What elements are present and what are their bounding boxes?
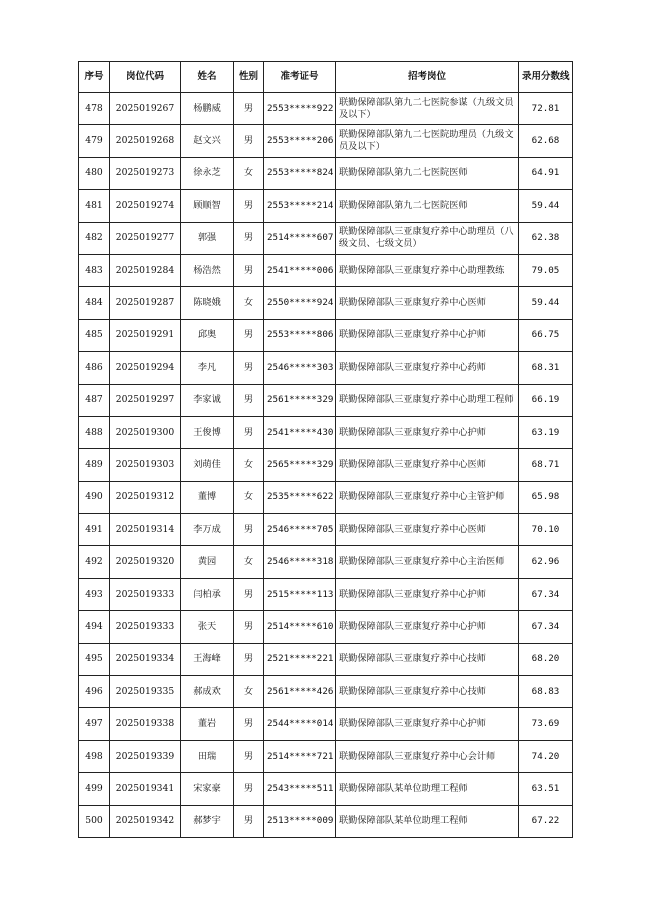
table-row — [79, 93, 573, 125]
cell-position: 联勤保障部队某单位助理工程师 — [336, 805, 519, 837]
cell-ticket: 2553*****214 — [264, 190, 336, 222]
cell-gender: 女 — [234, 449, 264, 481]
cell-gender: 女 — [234, 546, 264, 578]
cell-position: 联勤保障部队某单位助理工程师 — [336, 773, 519, 805]
cell-score: 62.96 — [519, 546, 573, 578]
cell-post-code: 2025019291 — [110, 319, 181, 351]
cell-ticket: 2541*****006 — [264, 254, 336, 286]
cell-seq: 482 — [79, 222, 110, 254]
cell-position: 联勤保障部队三亚康复疗养中心助理教练 — [336, 254, 519, 286]
cell-position: 联勤保障部队三亚康复疗养中心护师 — [336, 319, 519, 351]
cell-ticket: 2561*****329 — [264, 384, 336, 416]
cell-gender: 女 — [234, 481, 264, 513]
cell-post-code: 2025019287 — [110, 287, 181, 319]
cell-score: 66.19 — [519, 384, 573, 416]
cell-name: 闫柏承 — [181, 578, 234, 610]
cell-post-code: 2025019284 — [110, 254, 181, 286]
header-post-code: 岗位代码 — [110, 62, 181, 93]
table-row — [79, 740, 573, 772]
cell-position: 联勤保障部队三亚康复疗养中心技师 — [336, 676, 519, 708]
header-ticket: 准考证号 — [264, 62, 336, 93]
admission-score-table — [78, 61, 573, 838]
cell-name: 董博 — [181, 481, 234, 513]
cell-ticket: 2546*****303 — [264, 352, 336, 384]
cell-position: 联勤保障部队第九二七医院参谋（九级文员及以下） — [336, 93, 519, 125]
cell-post-code: 2025019267 — [110, 93, 181, 125]
cell-name: 王俊博 — [181, 416, 234, 448]
cell-post-code: 2025019335 — [110, 676, 181, 708]
cell-score: 74.20 — [519, 740, 573, 772]
cell-position: 联勤保障部队三亚康复疗养中心助理工程师 — [336, 384, 519, 416]
cell-score: 72.81 — [519, 93, 573, 125]
cell-score: 67.34 — [519, 578, 573, 610]
cell-post-code: 2025019297 — [110, 384, 181, 416]
cell-position: 联勤保障部队三亚康复疗养中心技师 — [336, 643, 519, 675]
cell-name: 杨鹏威 — [181, 93, 234, 125]
cell-score: 70.10 — [519, 514, 573, 546]
cell-score: 68.83 — [519, 676, 573, 708]
header-position: 招考岗位 — [336, 62, 519, 93]
cell-position: 联勤保障部队三亚康复疗养中心医师 — [336, 287, 519, 319]
cell-name: 刘萌佳 — [181, 449, 234, 481]
header-name: 姓名 — [181, 62, 234, 93]
cell-seq: 495 — [79, 643, 110, 675]
cell-name: 郭强 — [181, 222, 234, 254]
cell-seq: 496 — [79, 676, 110, 708]
cell-seq: 489 — [79, 449, 110, 481]
cell-position: 联勤保障部队三亚康复疗养中心医师 — [336, 514, 519, 546]
cell-name: 张天 — [181, 611, 234, 643]
table-row — [79, 125, 573, 157]
cell-post-code: 2025019338 — [110, 708, 181, 740]
table-row — [79, 676, 573, 708]
cell-post-code: 2025019320 — [110, 546, 181, 578]
table-row — [79, 319, 573, 351]
cell-post-code: 2025019341 — [110, 773, 181, 805]
cell-gender: 男 — [234, 611, 264, 643]
cell-score: 65.98 — [519, 481, 573, 513]
cell-gender: 男 — [234, 319, 264, 351]
cell-seq: 490 — [79, 481, 110, 513]
table-row — [79, 773, 573, 805]
cell-post-code: 2025019333 — [110, 578, 181, 610]
cell-seq: 484 — [79, 287, 110, 319]
cell-ticket: 2553*****806 — [264, 319, 336, 351]
cell-seq: 498 — [79, 740, 110, 772]
cell-post-code: 2025019342 — [110, 805, 181, 837]
cell-score: 68.71 — [519, 449, 573, 481]
cell-position: 联勤保障部队三亚康复疗养中心主管护师 — [336, 481, 519, 513]
cell-post-code: 2025019333 — [110, 611, 181, 643]
cell-score: 67.22 — [519, 805, 573, 837]
cell-position: 联勤保障部队三亚康复疗养中心护师 — [336, 611, 519, 643]
cell-name: 顾顺智 — [181, 190, 234, 222]
cell-score: 66.75 — [519, 319, 573, 351]
cell-seq: 485 — [79, 319, 110, 351]
cell-name: 董岩 — [181, 708, 234, 740]
table-row — [79, 578, 573, 610]
cell-gender: 男 — [234, 578, 264, 610]
cell-post-code: 2025019300 — [110, 416, 181, 448]
cell-name: 李凡 — [181, 352, 234, 384]
cell-seq: 478 — [79, 93, 110, 125]
cell-gender: 男 — [234, 222, 264, 254]
cell-seq: 500 — [79, 805, 110, 837]
cell-post-code: 2025019334 — [110, 643, 181, 675]
cell-seq: 487 — [79, 384, 110, 416]
cell-ticket: 2553*****824 — [264, 157, 336, 189]
header-score: 录用分数线 — [519, 62, 573, 93]
table-row — [79, 514, 573, 546]
cell-gender: 男 — [234, 740, 264, 772]
cell-score: 79.05 — [519, 254, 573, 286]
cell-position: 联勤保障部队三亚康复疗养中心护师 — [336, 708, 519, 740]
cell-score: 62.68 — [519, 125, 573, 157]
cell-ticket: 2565*****329 — [264, 449, 336, 481]
cell-ticket: 2550*****924 — [264, 287, 336, 319]
table-row — [79, 416, 573, 448]
cell-position: 联勤保障部队三亚康复疗养中心会计师 — [336, 740, 519, 772]
cell-gender: 男 — [234, 384, 264, 416]
cell-post-code: 2025019294 — [110, 352, 181, 384]
cell-ticket: 2561*****426 — [264, 676, 336, 708]
cell-gender: 女 — [234, 676, 264, 708]
cell-gender: 男 — [234, 805, 264, 837]
table-row — [79, 643, 573, 675]
cell-gender: 男 — [234, 190, 264, 222]
cell-seq: 492 — [79, 546, 110, 578]
cell-score: 64.91 — [519, 157, 573, 189]
cell-seq: 483 — [79, 254, 110, 286]
cell-seq: 488 — [79, 416, 110, 448]
cell-seq: 494 — [79, 611, 110, 643]
cell-position: 联勤保障部队三亚康复疗养中心主治医师 — [336, 546, 519, 578]
cell-name: 郝梦宇 — [181, 805, 234, 837]
cell-gender: 男 — [234, 773, 264, 805]
cell-ticket: 2514*****721 — [264, 740, 336, 772]
cell-ticket: 2535*****622 — [264, 481, 336, 513]
cell-seq: 491 — [79, 514, 110, 546]
cell-score: 68.31 — [519, 352, 573, 384]
table-row — [79, 352, 573, 384]
cell-name: 李家诚 — [181, 384, 234, 416]
cell-post-code: 2025019274 — [110, 190, 181, 222]
header-row — [79, 62, 573, 93]
cell-name: 赵文兴 — [181, 125, 234, 157]
table-row — [79, 157, 573, 189]
cell-post-code: 2025019273 — [110, 157, 181, 189]
cell-name: 陈晓娥 — [181, 287, 234, 319]
cell-seq: 486 — [79, 352, 110, 384]
cell-ticket: 2544*****014 — [264, 708, 336, 740]
cell-gender: 男 — [234, 514, 264, 546]
cell-ticket: 2543*****511 — [264, 773, 336, 805]
cell-gender: 男 — [234, 93, 264, 125]
table-row — [79, 384, 573, 416]
cell-post-code: 2025019314 — [110, 514, 181, 546]
cell-post-code: 2025019312 — [110, 481, 181, 513]
cell-name: 徐永芝 — [181, 157, 234, 189]
cell-seq: 493 — [79, 578, 110, 610]
table-row — [79, 611, 573, 643]
cell-gender: 女 — [234, 287, 264, 319]
cell-position: 联勤保障部队第九二七医院医师 — [336, 157, 519, 189]
cell-score: 67.34 — [519, 611, 573, 643]
table-row — [79, 449, 573, 481]
cell-post-code: 2025019339 — [110, 740, 181, 772]
cell-score: 63.51 — [519, 773, 573, 805]
cell-gender: 男 — [234, 416, 264, 448]
header-gender: 性别 — [234, 62, 264, 93]
cell-ticket: 2541*****430 — [264, 416, 336, 448]
cell-name: 田瑞 — [181, 740, 234, 772]
cell-position: 联勤保障部队三亚康复疗养中心助理员（八级文员、七级文员） — [336, 222, 519, 254]
cell-name: 邱奥 — [181, 319, 234, 351]
cell-name: 杨浩然 — [181, 254, 234, 286]
table-row — [79, 708, 573, 740]
cell-seq: 480 — [79, 157, 110, 189]
cell-seq: 499 — [79, 773, 110, 805]
cell-seq: 479 — [79, 125, 110, 157]
cell-gender: 男 — [234, 643, 264, 675]
table-row — [79, 481, 573, 513]
cell-ticket: 2521*****221 — [264, 643, 336, 675]
cell-gender: 男 — [234, 125, 264, 157]
cell-post-code: 2025019277 — [110, 222, 181, 254]
table-row — [79, 805, 573, 837]
table-row — [79, 287, 573, 319]
cell-ticket: 2546*****705 — [264, 514, 336, 546]
cell-seq: 497 — [79, 708, 110, 740]
cell-position: 联勤保障部队第九二七医院助理员（九级文员及以下） — [336, 125, 519, 157]
cell-position: 联勤保障部队三亚康复疗养中心医师 — [336, 449, 519, 481]
cell-name: 郝成欢 — [181, 676, 234, 708]
cell-position: 联勤保障部队三亚康复疗养中心护师 — [336, 578, 519, 610]
cell-position: 联勤保障部队三亚康复疗养中心护师 — [336, 416, 519, 448]
cell-position: 联勤保障部队第九二七医院医师 — [336, 190, 519, 222]
cell-ticket: 2515*****113 — [264, 578, 336, 610]
cell-gender: 男 — [234, 254, 264, 286]
cell-gender: 女 — [234, 157, 264, 189]
table-row — [79, 254, 573, 286]
cell-score: 59.44 — [519, 287, 573, 319]
cell-ticket: 2514*****607 — [264, 222, 336, 254]
cell-score: 68.20 — [519, 643, 573, 675]
cell-ticket: 2553*****206 — [264, 125, 336, 157]
cell-ticket: 2553*****922 — [264, 93, 336, 125]
table-body — [79, 93, 573, 838]
cell-ticket: 2513*****009 — [264, 805, 336, 837]
cell-name: 李万成 — [181, 514, 234, 546]
cell-name: 宋家豪 — [181, 773, 234, 805]
cell-score: 62.38 — [519, 222, 573, 254]
cell-score: 73.69 — [519, 708, 573, 740]
cell-name: 王海峰 — [181, 643, 234, 675]
cell-post-code: 2025019268 — [110, 125, 181, 157]
cell-score: 59.44 — [519, 190, 573, 222]
cell-score: 63.19 — [519, 416, 573, 448]
cell-post-code: 2025019303 — [110, 449, 181, 481]
cell-seq: 481 — [79, 190, 110, 222]
header-seq: 序号 — [79, 62, 110, 93]
cell-gender: 男 — [234, 708, 264, 740]
cell-gender: 男 — [234, 352, 264, 384]
table-row — [79, 222, 573, 254]
table-row — [79, 190, 573, 222]
cell-position: 联勤保障部队三亚康复疗养中心药师 — [336, 352, 519, 384]
cell-ticket: 2514*****610 — [264, 611, 336, 643]
table-row — [79, 546, 573, 578]
cell-ticket: 2546*****318 — [264, 546, 336, 578]
cell-name: 黄园 — [181, 546, 234, 578]
